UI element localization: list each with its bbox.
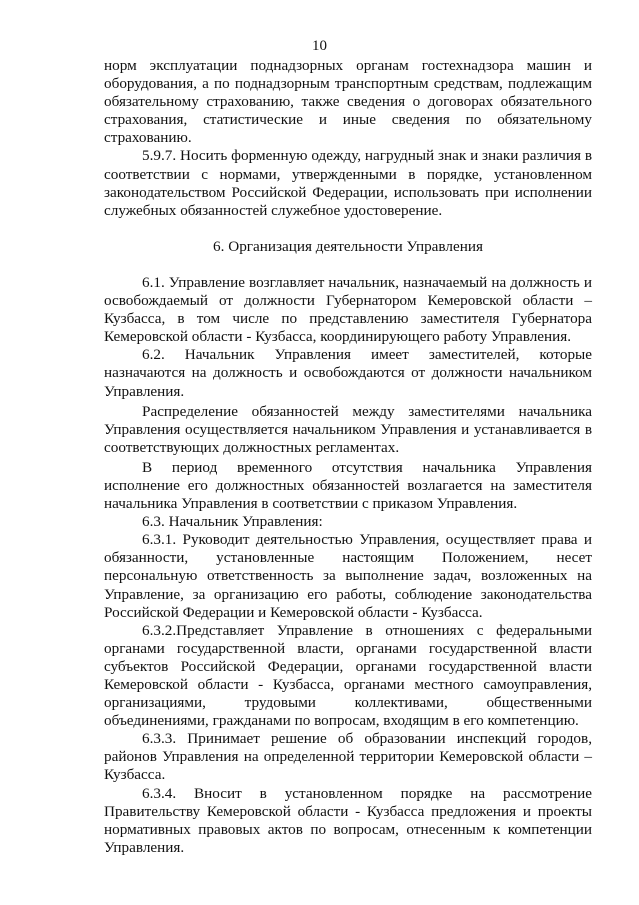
page-number: 10 xyxy=(312,38,327,54)
paragraph-6-3-1: 6.3.1. Руководит деятельностью Управления, осуществляет права и обязанности, установленные настоящим Положением, несет персональную ответственность за выполнение задач, возложенных на Управление, за организацию его работы, соблюдение законодательства Российской Федерации и Кемеровской области - Кузбасса. xyxy=(104,531,592,621)
paragraph-6-2: 6.2. Начальник Управления имеет заместителей, которые назначаются на должность и освобождаются от должности начальником Управления. xyxy=(104,346,592,400)
section-heading: 6. Организация деятельности Управления xyxy=(213,237,483,255)
paragraph-6-2-duties: Распределение обязанностей между заместителями начальника Управления осуществляется начальником Управления и устанавливается в соответствующих должностных регламентах. xyxy=(104,402,592,456)
paragraph-6-3-2: 6.3.2.Представляет Управление в отношениях с федеральными органами государственной власти, органами государственной власти субъектов Российской Федерации, органами государственной власти Кемеровской области - Кузбасса, органами местного самоуправления, организациями, трудовыми коллективами, общественными объединениями, гражданами по вопросам, входящим в его компетенцию. xyxy=(104,621,592,730)
paragraph-6-2-absence: В период временного отсутствия начальника Управления исполнение его должностных обязанностей возлагается на заместителя начальника Управления в соответствии с приказом Управления. xyxy=(104,458,592,513)
paragraph-6-1: 6.1. Управление возглавляет начальник, назначаемый на должность и освобождаемый от должности Губернатором Кемеровской области – Кузбасса, в том числе по представлению заместителя Губернатора Кемеровской области - Кузбасса, координирующего работу Управления. xyxy=(104,273,592,346)
paragraph-6-3-4: 6.3.4. Вносит в установленном порядке на рассмотрение Правительству Кемеровской области - Кузбасса предложения и проекты нормативных правовых актов по вопросам, отнесенным к компетенции Управления. xyxy=(104,784,592,856)
paragraph-continuation: норм эксплуатации поднадзорных органам гостехнадзора машин и оборудования, а по поднадзорным транспортным средствам, подлежащим обязательному страхованию, также сведения о договорах обязательного страхования, статистические и иные сведения по обязательному страхованию. xyxy=(104,57,592,147)
document-body xyxy=(104,57,592,857)
paragraph-5-9-7: 5.9.7. Носить форменную одежду, нагрудный знак и знаки различия в соответствии с нормами, утвержденными в порядке, установленном законодательством Российской Федерации, использовать при исполнении служебных обязанностей служебное удостоверение. xyxy=(104,147,592,219)
paragraph-6-3-3: 6.3.3. Принимает решение об образовании инспекций городов, районов Управления на определенной территории Кемеровской области – Кузбасса. xyxy=(104,730,592,784)
paragraph-6-3: 6.3. Начальник Управления: xyxy=(142,513,323,531)
